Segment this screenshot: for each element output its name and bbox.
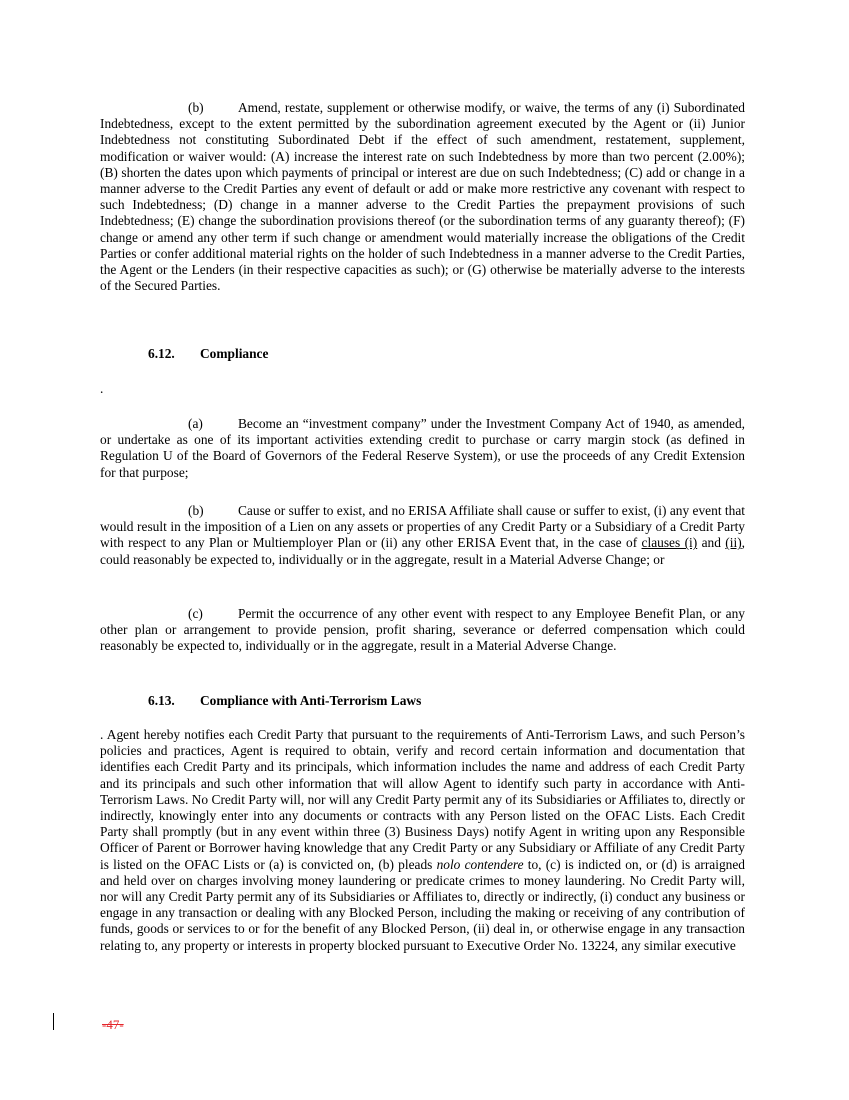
- clause-label: (b): [188, 503, 204, 518]
- clause-text: Cause or suffer to exist, and no ERISA Affiliate shall cause or suffer to exist, (i) any event that would result in the imposition of a Lien on any assets or properties of any Credit Party or a Subsidiary of a Credit Party with respect to any Plan or Multiemployer Plan or (ii) any other ERISA Event that, in the case of: [100, 503, 745, 551]
- clause-text: Permit the occurrence of any other event with respect to any Employee Benefit Plan, or any other plan or arrangement to provide pension, profit sharing, severance or deferred compensation which could reasonably be expected to, individually or in the aggregate, result in a Material Adverse Change.: [100, 606, 745, 654]
- page-number: -47-: [102, 1017, 124, 1032]
- clause-label: (b): [188, 100, 204, 115]
- paragraph-6-12-c: [100, 606, 745, 655]
- section-heading-6-13: [148, 693, 421, 709]
- clause-text: Amend, restate, supplement or otherwise modify, or waive, the terms of any (i) Subordinated Indebtedness, except to the extent permitted by the subordination agreement executed by the Agent or (ii) Junior Indebtedness not constituting Subordinated Debt if the effect of such amendment, restatement, supplement, modification or waiver would: (A) increase the interest rate on such Indebtedness by more than two percent (2.00%); (B) shorten the dates upon which payments of principal or interest are due on such Indebtedness; (C) add or change in a manner adverse to the Credit Parties any event of default or add or make more restrictive any covenant with respect to such Indebtedness; (D) change in a manner adverse to the Credit Parties the prepayment provisions of such Indebtedness; (E) change the subordination provisions thereof (or the subordination terms of any guaranty thereof); (F) change or amend any other term if such change or amendment would materially increase the obligations of the Credit Parties or confer additional material rights on the holder of such Indebtedness in a manner adverse to the Credit Parties, the Agent or the Lenders (in their respective capacities as such); or (G) otherwise be materially adverse to the interests of the Secured Parties.: [100, 100, 745, 294]
- clause-reference-link[interactable]: (ii): [725, 535, 742, 551]
- paragraph-6-11-b: [100, 100, 745, 294]
- clause-reference-link[interactable]: clauses (i): [641, 535, 698, 551]
- section-title: Compliance with Anti-Terrorism Laws: [200, 693, 422, 708]
- section-text: to, (c) is indicted on, or (d) is arraigned and held over on charges involving money laundering or predicate crimes to money laundering. No Credit Party will, nor will any Credit Party permit any of its Subsidiaries or Affiliates to, directly or indirectly, (i) conduct any business or engage in any transaction or dealing with any Blocked Person, including the making or receiving of any contribution of funds, goods or services to or for the benefit of any Blocked Person, (ii) deal in, or otherwise engage in any transaction relating to, any property or interests in property blocked pursuant to Executive Order No. 13224, any similar executive: [100, 856, 745, 953]
- section-title: Compliance: [200, 346, 269, 361]
- paragraph-6-12-b: [100, 503, 745, 568]
- clause-text: , could reasonably be expected to, individually or in the aggregate, result in a Material Adverse Change; or: [100, 535, 746, 567]
- clause-text: and: [697, 535, 726, 551]
- clause-text: Become an “investment company” under the Investment Company Act of 1940, as amended, or undertake as one of its important activities extending credit to purchase or carry margin stock (as defined in Regulation U of the Board of Governors of the Federal Reserve System), or use the proceeds of any Credit Extension for that purpose;: [100, 416, 745, 480]
- section-number: 6.13.: [148, 693, 175, 708]
- stray-period: .: [100, 381, 104, 396]
- revision-change-bar: [53, 1013, 54, 1030]
- paragraph-6-12-a: [100, 416, 745, 481]
- italic-term: nolo contendere: [436, 856, 524, 872]
- clause-label: (c): [188, 606, 203, 621]
- section-text: . Agent hereby notifies each Credit Party that pursuant to the requirements of Anti-Terrorism Laws, and such Person’s policies and practices, Agent is required to obtain, verify and record certain information and documentation that identifies each Credit Party and its principals, which information includes the name and address of each Credit Party and its principals and such other information that will allow Agent to identify such party in accordance with Anti-Terrorism Laws. No Credit Party will, nor will any Credit Party permit any of its Subsidiaries or Affiliates to, directly or indirectly, knowingly enter into any documents or contracts with any Person listed on the OFAC Lists. Each Credit Party shall promptly (but in any event within three (3) Business Days) notify Agent in writing upon any Responsible Officer of Parent or Borrower having knowledge that any Credit Party or any Subsidiary or Affiliate of any Credit Party is listed on the OFAC Lists or (a) is convicted on, (b) pleads: [100, 727, 745, 872]
- clause-label: (a): [188, 416, 203, 431]
- section-number: 6.12.: [148, 346, 175, 361]
- section-heading-6-12: [148, 346, 268, 362]
- paragraph-6-13: [100, 727, 745, 954]
